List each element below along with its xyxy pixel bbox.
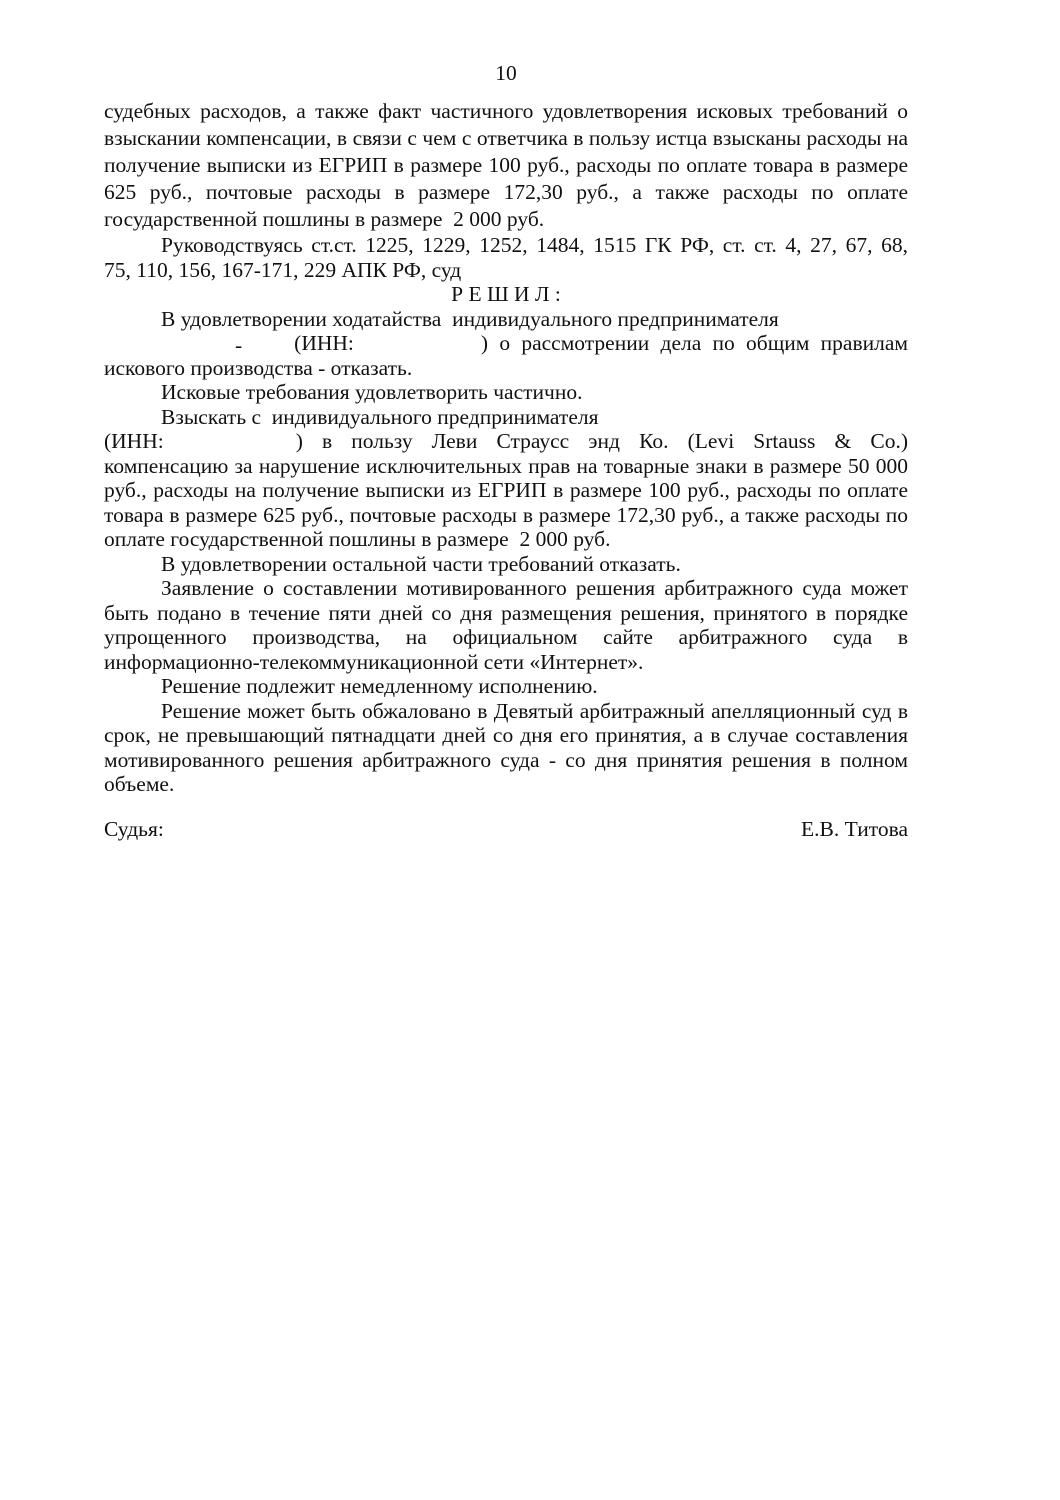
text-line: компенсацию за нарушение исключительных прав на товарные знаки в размере 50 000 xyxy=(104,453,908,478)
text-line: Руководствуясь ст.ст. 1225, 1229, 1252, 1484, 1515 ГК РФ, ст. ст. 4, 27, 67, 68, xyxy=(161,233,908,257)
decision-heading: Р Е Ш И Л : xyxy=(451,282,561,306)
paragraph-motion-denied xyxy=(104,307,908,381)
redaction-dash: - xyxy=(235,333,243,357)
text-line: Заявление о составлении мотивированного решения арбитражного суда может xyxy=(161,576,908,600)
inn-label: (ИНН: xyxy=(294,331,354,355)
paragraph-immediate-execution: Решение подлежит немедленному исполнению. xyxy=(161,674,598,698)
text-line: объеме. xyxy=(104,772,175,796)
text-line: искового производства - отказать. xyxy=(104,355,413,380)
text-line: 625 руб., почтовые расходы в размере 172,30 руб., а также расходы по оплате xyxy=(104,180,908,204)
text-line: ) в пользу Леви Страусс энд Ко. (Levi Srtauss & Co.) xyxy=(295,429,908,453)
text-line: Решение может быть обжаловано в Девятый арбитражный апелляционный суд в xyxy=(161,698,908,723)
text-line: получение выписки из ЕГРИП в размере 100 руб., расходы по оплате товара в размере xyxy=(104,153,908,177)
paragraph-claims-partial: Исковые требования удовлетворить частично. xyxy=(161,380,583,404)
text-line: 75, 110, 156, 167-171, 229 АПК РФ, суд xyxy=(104,257,462,282)
redaction-gap xyxy=(104,331,235,356)
signature-judge-name: Е.В. Титова xyxy=(801,816,908,841)
text-line: упрощенного производства, на официальном сайте арбитражного суда в xyxy=(104,625,908,649)
text-line: Взыскать с индивидуального предпринимателя xyxy=(161,404,599,429)
paragraph-recover xyxy=(104,405,908,552)
redaction-gap xyxy=(242,331,294,356)
text-line: товара в размере 625 руб., почтовые расходы в размере 172,30 руб., а также расходы по xyxy=(104,502,908,527)
paragraph-deny-rest: В удовлетворении остальной части требований отказать. xyxy=(161,551,681,576)
paragraph-motivated-decision xyxy=(104,576,908,674)
paragraph-appeal xyxy=(104,699,908,797)
paragraph-guided-by xyxy=(104,233,908,282)
paragraph-costs xyxy=(104,98,908,233)
text-line: руб., расходы на получение выписки из ЕГРИП в размере 100 руб., расходы по оплате xyxy=(104,478,908,502)
page-number: 10 xyxy=(495,61,517,85)
text-line: взыскании компенсации, в связи с чем с ответчика в пользу истца взысканы расходы на xyxy=(104,126,908,150)
text-line: судебных расходов, а также факт частичного удовлетворения исковых требований о xyxy=(104,99,908,123)
document-body xyxy=(104,98,908,842)
text-line: мотивированного решения арбитражного суда - со дня принятия решения в полном xyxy=(104,747,908,772)
text-line: ) о рассмотрении дела по общим правилам xyxy=(480,331,908,355)
text-line: быть подано в течение пяти дней со дня размещения решения, принятого в порядке xyxy=(104,600,908,625)
text-line: В удовлетворении ходатайства индивидуального предпринимателя xyxy=(161,306,779,331)
signature-row xyxy=(104,817,908,842)
redacted-inn-line xyxy=(104,331,908,356)
redacted-inn-line xyxy=(104,429,908,454)
text-line: оплате государственной пошлины в размере 2 000 руб. xyxy=(104,527,611,551)
redaction-gap xyxy=(164,429,296,454)
text-line: государственной пошлины в размере 2 000 руб. xyxy=(104,207,545,231)
redaction-gap xyxy=(354,331,481,356)
text-line: информационно-телекоммуникационной сети «Интернет». xyxy=(104,649,644,674)
inn-label: (ИНН: xyxy=(104,429,164,453)
text-line: срок, не превышающий пятнадцати дней со дня его принятия, а в случае составления xyxy=(104,723,908,747)
signature-judge-label: Судья: xyxy=(104,816,164,841)
